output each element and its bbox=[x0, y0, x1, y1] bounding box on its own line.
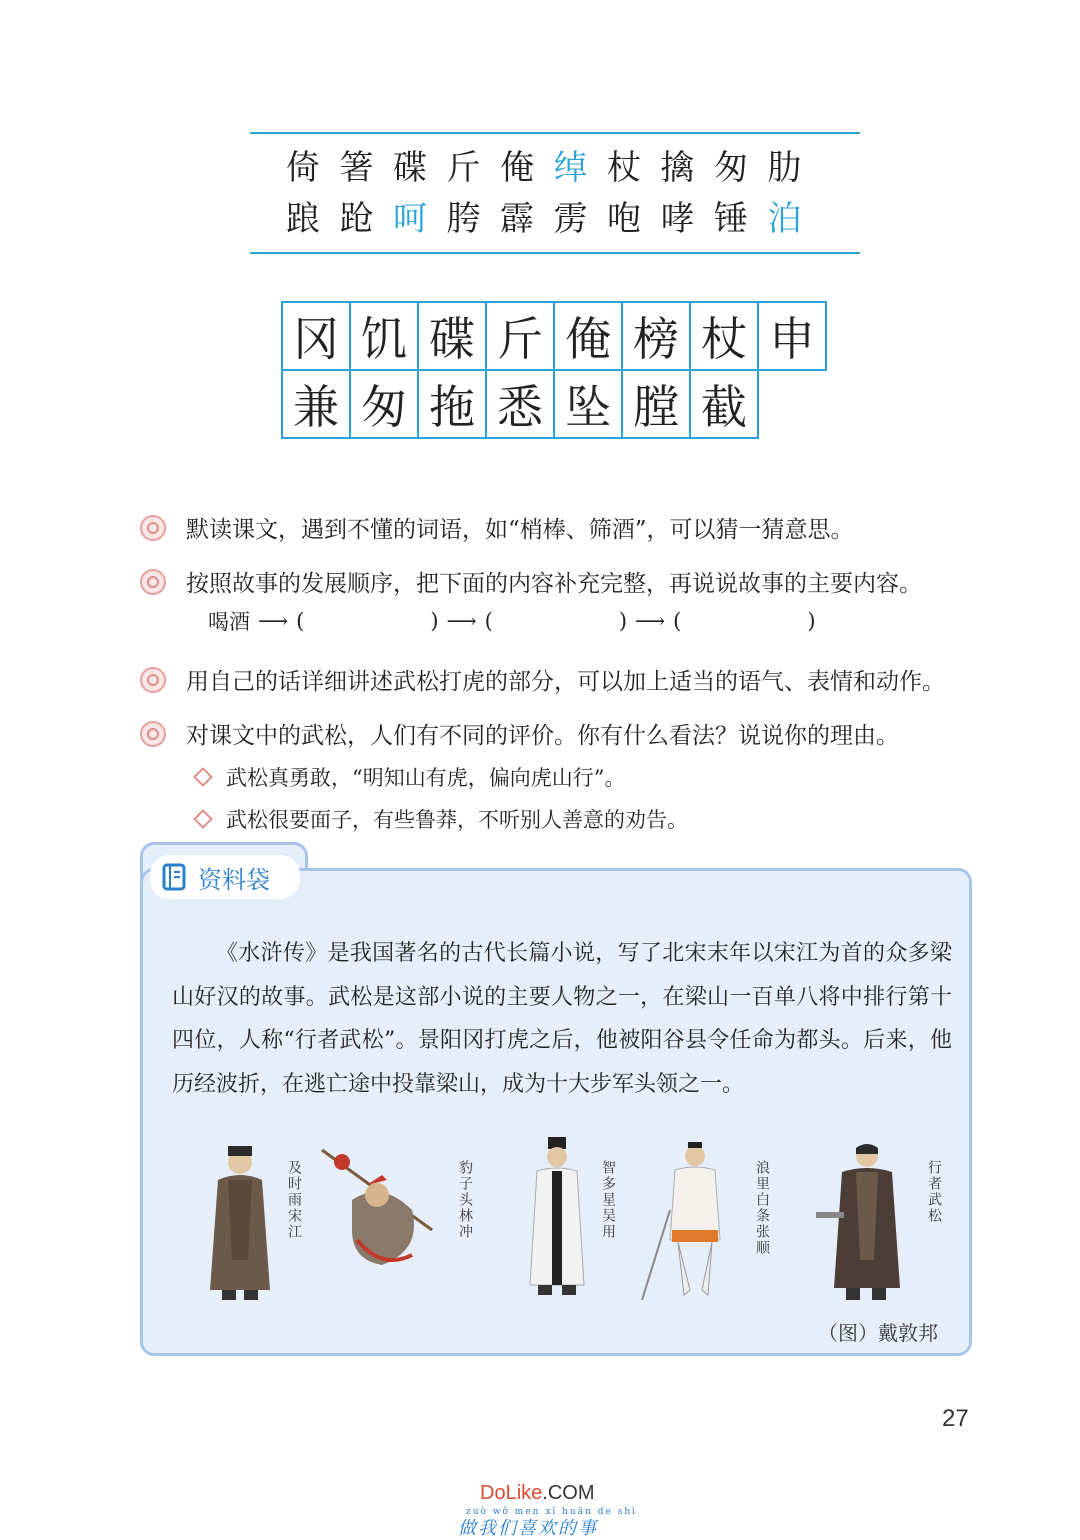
grid-row2-cell: 拖 bbox=[417, 369, 487, 439]
grid-row2-cell: 兼 bbox=[281, 369, 351, 439]
watermark-pinyin: zuò wǒ men xǐ huān de shì bbox=[466, 1507, 637, 1517]
watermark-brand-name: DoLike bbox=[480, 1482, 543, 1504]
read-row1-char: 擒 bbox=[660, 148, 695, 188]
paren-close: ) bbox=[430, 609, 439, 633]
figure-label-5: 行者武松 bbox=[926, 1160, 942, 1224]
grid-row1-cell: 榜 bbox=[621, 301, 691, 371]
watermark-com: .COM bbox=[542, 1482, 595, 1504]
read-characters-block bbox=[250, 132, 860, 254]
grid-row1-cell: 申 bbox=[757, 301, 827, 371]
read-row2-char: 泊 bbox=[767, 199, 802, 239]
grid-row-2 bbox=[281, 369, 825, 437]
page-number: 27 bbox=[942, 1405, 969, 1432]
figure-label-2: 豹子头林冲 bbox=[457, 1160, 473, 1240]
grid-row1-cell: 冈 bbox=[281, 301, 351, 371]
paren-close: ) bbox=[807, 609, 816, 633]
grid-row2-cell: 膛 bbox=[621, 369, 691, 439]
read-row1-char: 箸 bbox=[339, 148, 374, 188]
read-row2-char: 跄 bbox=[339, 199, 374, 239]
swirl-bullet-icon bbox=[140, 721, 166, 747]
read-row1-char: 俺 bbox=[500, 148, 534, 188]
read-row1-char: 杖 bbox=[607, 148, 641, 188]
read-row1-char: 倚 bbox=[286, 148, 320, 188]
read-row1-char: 绰 bbox=[553, 148, 588, 188]
paren-open: ( bbox=[484, 609, 493, 633]
watermark-brand bbox=[480, 1482, 594, 1505]
opinion-2-text: 武松很要面子，有些鲁莽，不听别人善意的劝告。 bbox=[226, 808, 688, 832]
resource-paragraph: 《水浒传》是我国著名的古代长篇小说，写了北宋末年以宋江为首的众多梁山好汉的故事。武松是这部小说的主要人物之一，在梁山一百单八将中排行第十四位，人称“行者武松”。景阳冈打虎之后，他被阳谷县令任命为都头。后来，他历经波折，在逃亡途中投靠梁山，成为十大步军头领之一。 bbox=[172, 941, 952, 1097]
grid-row2-cell: 悉 bbox=[485, 369, 555, 439]
question-1 bbox=[140, 511, 854, 544]
figure-lin-chong bbox=[312, 1140, 442, 1275]
read-row1-char: 肋 bbox=[767, 148, 802, 188]
read-row-2 bbox=[286, 199, 821, 239]
book-icon bbox=[160, 862, 190, 892]
question-4-text: 对课文中的武松，人们有不同的评价。你有什么看法？说说你的理由。 bbox=[186, 723, 899, 749]
grid-row1-cell: 俺 bbox=[553, 301, 623, 371]
read-row2-char: 咆 bbox=[607, 199, 641, 239]
read-row-1 bbox=[286, 148, 821, 188]
grid-row1-cell: 碟 bbox=[417, 301, 487, 371]
question-3 bbox=[140, 663, 945, 696]
figure-wu-yong bbox=[522, 1135, 592, 1300]
grid-row1-cell: 斤 bbox=[485, 301, 555, 371]
figure-label-4: 浪里白条张顺 bbox=[754, 1160, 770, 1256]
figure-zhang-shun bbox=[640, 1140, 740, 1305]
read-row2-char: 踉 bbox=[286, 199, 320, 239]
flow-start: 喝酒 bbox=[208, 610, 250, 634]
story-flow bbox=[208, 606, 816, 636]
read-row2-char: 雳 bbox=[553, 199, 588, 239]
read-row1-char: 碟 bbox=[393, 148, 427, 188]
swirl-bullet-icon bbox=[140, 667, 166, 693]
read-row2-char: 哮 bbox=[660, 199, 695, 239]
resource-text bbox=[172, 932, 952, 1106]
grid-row1-cell: 饥 bbox=[349, 301, 419, 371]
grid-row2-cell: 截 bbox=[689, 369, 759, 439]
figure-label-3: 智多星吴用 bbox=[600, 1160, 616, 1240]
read-row2-char: 霹 bbox=[500, 199, 534, 239]
resource-header bbox=[150, 855, 300, 899]
figure-wu-song bbox=[812, 1140, 917, 1305]
arrow-icon: ⟶ bbox=[635, 609, 666, 633]
question-1-text: 默读课文，遇到不懂的词语，如“梢棒、筛酒”，可以猜一猜意思。 bbox=[186, 517, 854, 543]
grid-row2-cell: 匆 bbox=[349, 369, 419, 439]
read-row2-char: 呵 bbox=[393, 199, 427, 239]
figure-label-1: 及时雨宋江 bbox=[286, 1160, 302, 1240]
read-row2-char: 锤 bbox=[714, 199, 748, 239]
arrow-icon: ⟶ bbox=[258, 609, 289, 633]
paren-close: ) bbox=[618, 609, 628, 633]
bottom-rule bbox=[250, 252, 860, 254]
question-2-text: 按照故事的发展顺序，把下面的内容补充完整，再说说故事的主要内容。 bbox=[186, 571, 922, 597]
question-2 bbox=[140, 565, 922, 598]
resource-title: 资料袋 bbox=[198, 866, 270, 894]
watermark-subtitle: 做我们喜欢的事 bbox=[458, 1518, 598, 1539]
grid-row1-cell: 杖 bbox=[689, 301, 759, 371]
opinion-1 bbox=[196, 762, 625, 792]
grid-row2-cell: 坠 bbox=[553, 369, 623, 439]
swirl-bullet-icon bbox=[140, 569, 166, 595]
arrow-icon: ⟶ bbox=[446, 609, 477, 633]
illustration-credit: （图）戴敦邦 bbox=[818, 1321, 938, 1345]
opinion-1-text: 武松真勇敢，“明知山有虎，偏向虎山行”。 bbox=[226, 766, 626, 790]
question-3-text: 用自己的话详细讲述武松打虎的部分，可以加上适当的语气、表情和动作。 bbox=[186, 669, 945, 695]
top-rule bbox=[250, 132, 860, 134]
read-row1-char: 斤 bbox=[446, 148, 481, 188]
swirl-bullet-icon bbox=[140, 515, 166, 541]
grid-row-1 bbox=[281, 301, 825, 369]
diamond-bullet-icon bbox=[193, 767, 213, 787]
paren-open: ( bbox=[296, 609, 305, 633]
paren-open: ( bbox=[673, 609, 682, 633]
read-row2-char: 胯 bbox=[446, 199, 481, 239]
figure-song-jiang bbox=[200, 1140, 280, 1305]
read-row1-char: 匆 bbox=[714, 148, 748, 188]
diamond-bullet-icon bbox=[193, 809, 213, 829]
question-4 bbox=[140, 717, 899, 750]
writing-grid bbox=[281, 301, 825, 437]
opinion-2 bbox=[196, 804, 688, 834]
